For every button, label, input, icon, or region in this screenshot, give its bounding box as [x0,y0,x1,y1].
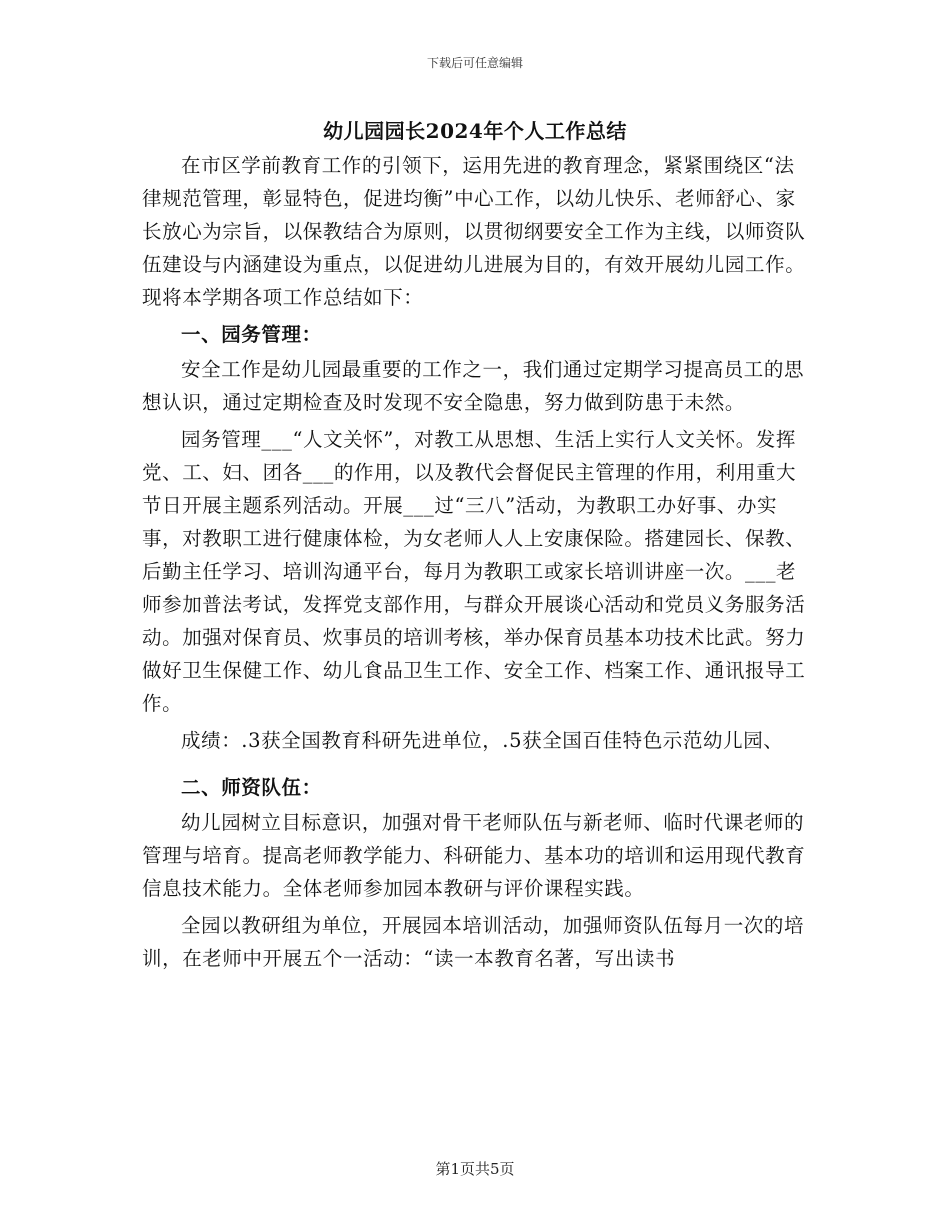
intro-paragraph: 在市区学前教育工作的引领下，运用先进的教育理念，紧紧围绕区“法律规范管理，彰显特色，促进均衡”中心工作，以幼儿快乐、老师舒心、家长放心为宗旨，以保教结合为原则，以贯彻纲要安全工作为主线，以师资队伍建设与内涵建设为重点，以促进幼儿进展为目的，有效开展幼儿园工作。现将本学期各项工作总结如下： [142,154,806,309]
page-footer: 第1页共5页 [435,1160,515,1178]
section2-paragraph-2: 全园以教研组为单位，开展园本培训活动，加强师资队伍每月一次的培训，在老师中开展五个一活动：“读一本教育名著，写出读书 [142,914,805,970]
header-note: 下载后可任意编辑 [426,56,523,70]
section2-paragraph-1: 幼儿园树立目标意识，加强对骨干老师队伍与新老师、临时代课老师的管理与培育。提高老师教学能力、科研能力、基本功的培训和运用现代教育信息技术能力。全体老师参加园本教研与评价课程实践。 [142,811,806,900]
section-spacer [142,757,810,767]
document-title: 幼儿园园长2024年个人工作总结 [323,119,627,143]
document-body [142,149,810,975]
section-heading-2: 二、师资队伍： [181,776,322,799]
section1-paragraph-2: 园务管理___“人文关怀”，对教工从思想、生活上实行人文关怀。发挥党、工、妇、团各___的作用，以及教代会督促民主管理的作用，利用重大节日开展主题系列活动。开展___过“三八”活动，为教职工办好事、办实事，对教职工进行健康体检，为女老师人人上安康保险。搭建园长、保教、后勤主任学习、培训沟通平台，每月为教职工或家长培训讲座一次。___老师参加普法考试，发挥党支部作用，与群众开展谈心活动和党员义务服务活动。加强对保育员、炊事员的培训考核，举办保育员基本功技术比武。努力做好卫生保健工作、幼儿食品卫生工作、安全工作、档案工作、通讯报导工作。 [142,428,806,715]
section-heading-1: 一、园务管理： [181,323,322,346]
section1-paragraph-3: 成绩：.3获全国教育科研先进单位，.5获全国百佳特色示范幼儿园、 [181,729,784,752]
section1-paragraph-1: 安全工作是幼儿园最重要的工作之一，我们通过定期学习提高员工的思想认识，通过定期检查及时发现不安全隐患，努力做到防患于未然。 [142,358,805,414]
